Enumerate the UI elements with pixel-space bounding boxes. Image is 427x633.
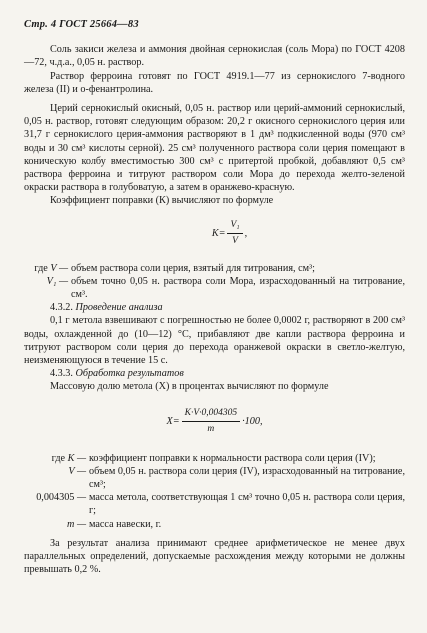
formula-coefficient — [54, 214, 405, 254]
reagent-ferroin: Раствор ферроина готовят по ГОСТ 4919.1—77 из сернокислого 7-водного железа (II) и о-фенантролина. — [24, 70, 405, 95]
conclusion: За результат анализа принимают среднее арифметическое не менее двух параллельных определений, допускаемые расхождения между которыми не должны превышать 0,2 %. — [24, 537, 405, 576]
formula2-tail: ·100, — [242, 416, 263, 428]
formula-mass-fraction — [24, 400, 405, 444]
definitions-coefficient — [24, 262, 405, 302]
def1-term-v: где V — — [34, 262, 68, 274]
def2-text-v: объем 0,05 н. раствора соли церия (IV), израсходованный на титрование, см³; — [89, 465, 405, 491]
def2-text-k: коэффициент поправки к нормальности раствора соли церия (IV); — [89, 452, 376, 464]
def2-term-v: V — — [68, 465, 86, 477]
definitions-mass-fraction — [24, 452, 405, 531]
def1-text-v: объем раствора соли церия, взятый для титрования, см³; — [71, 262, 315, 274]
section-4-3-2-text: 0,1 г метола взвешивают с погрешностью не более 0,0002 г, растворяют в 200 см³ воды, охлажденной до (10—12) °С, прибавляют две капли раствора ферроина и титруют раствором соли церия до перехода оранжевой окраски в светло-желтую, неизменяющуюся в течение 15 с. — [24, 315, 405, 367]
reagent-cerium: Церий сернокислый окисный, 0,05 н. раствор или церий-аммоний сернокислый, 0,05 н. раствор, готовят следующим образом: 20,2 г окисного сернокислого церия или 31,7 г сернокислого церия-аммония растворяют в 1 дм³ подкисленной воды (970 см³ воды и 30 см³ кислоты серной). 25 см³ полученного раствора соли церия помещают в коническую колбу вместимостью 300 см³ с притертой пробкой, добавляют 0,5 см³ раствора ферроина и титруют раствором соли Мора до перехода желто-зеленой окраски раствора в голубоватую, а затем в оранжево-красную. — [24, 103, 405, 194]
formula2-denominator: m — [207, 424, 215, 435]
def1-term-v1: V₁ — — [46, 275, 68, 287]
formula1-tail: , — [244, 228, 248, 240]
formula2-fraction — [182, 407, 241, 436]
def2-text-m: масса навески, г. — [89, 518, 162, 530]
formula1-lhs: К= — [211, 228, 226, 240]
coefficient-intro: Коэффициент поправки (К) вычисляют по формуле — [50, 195, 274, 207]
formula1-denominator: V — [232, 236, 238, 247]
section-4-3-3-text: Массовую долю метола (X) в процентах вычисляют по формуле — [50, 381, 329, 393]
formula2-numerator: K·V·0,004305 — [182, 407, 241, 422]
def2-term-k: где K — — [51, 452, 86, 464]
def1-text-v1: объем точно 0,05 н. раствора соли Мора, израсходованный на титрование, см³. — [71, 275, 405, 301]
def2-text-const: масса метола, соответствующая 1 см³ точно 0,05 н. раствора соли церия, г; — [89, 492, 405, 517]
page-header: Стр. 4 ГОСТ 25664—83 — [24, 19, 139, 30]
section-4-3-3-heading: 4.3.3. Обработка результатов — [50, 368, 184, 380]
reagent-mohr-salt: Соль закиси железа и аммония двойная сернокислая (соль Мора) по ГОСТ 4208—72, ч.д.а., 0,05 н. раствор. — [24, 44, 405, 69]
def2-term-const: 0,004305 — — [36, 492, 86, 504]
def2-term-m: m — — [67, 518, 86, 530]
section-4-3-2-heading: 4.3.2. Проведение анализа — [50, 302, 163, 314]
formula1-numerator: V₁ — [227, 219, 242, 234]
formula1-fraction — [227, 219, 242, 248]
formula2-lhs: X= — [166, 416, 180, 428]
